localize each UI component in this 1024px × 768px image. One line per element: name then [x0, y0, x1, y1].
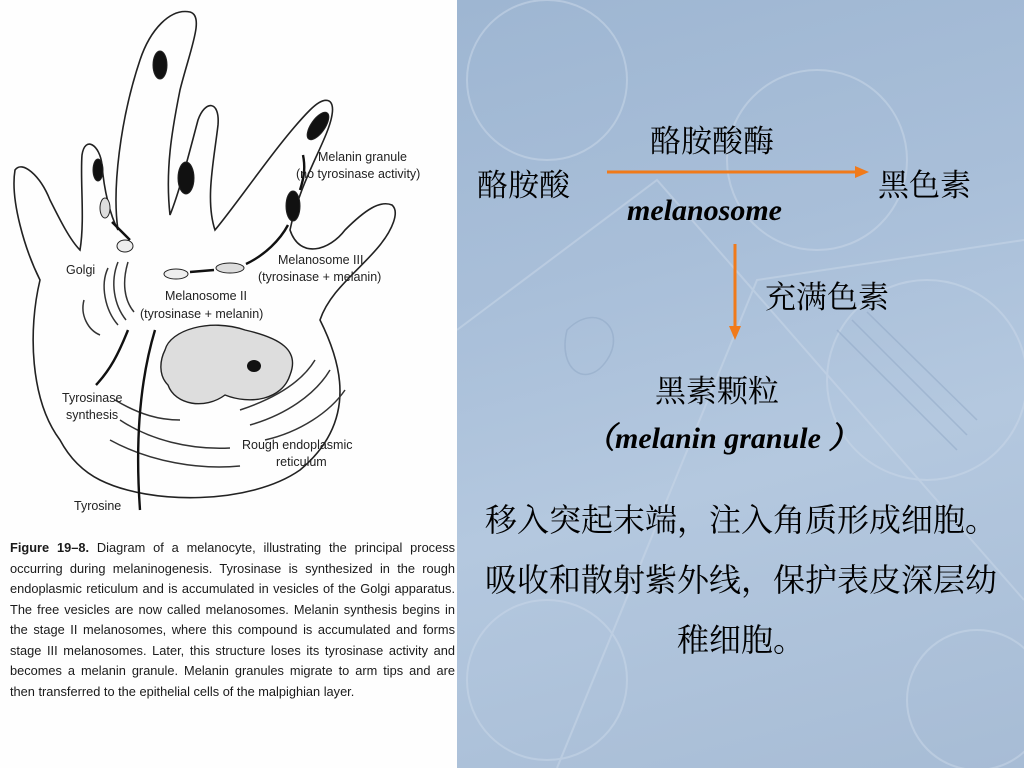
figure-number: Figure 19–8.: [10, 540, 89, 555]
figure-caption: [10, 538, 455, 702]
label-melanosome-iii: Melanosome III: [278, 253, 364, 267]
enzyme-label: 酪胺酸酶: [650, 124, 774, 160]
label-rough-er: Rough endoplasmic: [242, 438, 353, 452]
label-synthesis: synthesis: [66, 408, 119, 422]
product-label: 黑色素: [878, 168, 971, 204]
melanocyte-diagram: [0, 0, 457, 525]
organelle-label: melanosome: [627, 194, 782, 227]
granule-english-label: （melanin granule ）: [585, 422, 859, 455]
slide-panel: [457, 0, 1024, 768]
label-melanosome-ii-sub: (tyrosinase + melanin): [140, 307, 264, 321]
label-tyrosinase: Tyrosinase: [62, 391, 123, 405]
caption-text: Diagram of a melanocyte, illustrating the principal process occurring during melaninogenesis. Tyrosinase is synthesized in the rough endoplasmic reticulum and is accumulated in vesicles of the Golgi apparatus. The free vesicles are now called melanosomes. Melanin synthesis begins in the stage II melanosomes, where this compound is accumulated and forms stage III melanosomes. Later, this structure loses its tyrosinase activity and becomes a melanin granule. Melanin granules migrate to arm tips and are then transferred to the epithelial cells of the malpighian layer.: [10, 540, 455, 699]
label-golgi: Golgi: [66, 263, 96, 277]
label-melanosome-iii-sub: (tyrosinase + melanin): [258, 270, 382, 284]
granule-label: 黑素颗粒: [655, 374, 779, 410]
label-tyrosine: Tyrosine: [74, 499, 122, 513]
label-no-tyrosinase: (no tyrosinase activity): [296, 167, 421, 181]
nucleus: [161, 325, 293, 404]
label-melanosome-ii: Melanosome II: [165, 289, 247, 303]
nucleolus: [247, 360, 261, 372]
function-description: 移入突起末端，注入角质形成细胞。吸收和散射紫外线，保护表皮深层幼稚细胞。: [484, 501, 997, 659]
substrate-label: 酪胺酸: [477, 168, 570, 204]
figure-panel: [0, 0, 457, 768]
fill-step-label: 充满色素: [765, 280, 889, 316]
label-reticulum: reticulum: [276, 455, 327, 469]
label-melanin-granule: Melanin granule: [318, 150, 407, 164]
